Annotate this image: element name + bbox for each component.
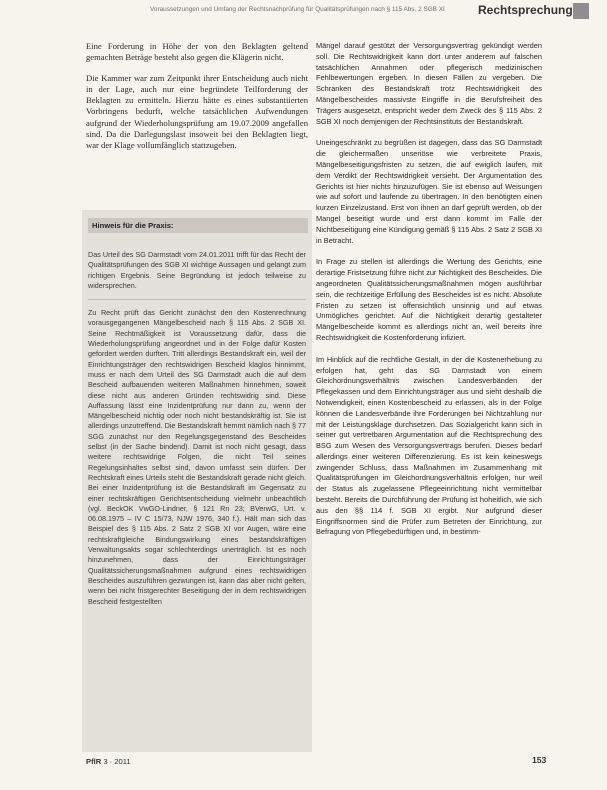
running-title: Voraussetzungen und Umfang der Rechtsnachprüfung für Qualitätsprüfungen nach § 115 Abs. 2 SGB XI [150,6,445,13]
practice-note-box [82,210,312,752]
section-label: Rechtsprechung [478,3,573,17]
divider [88,299,306,300]
journal-name: PflR [86,757,102,766]
paragraph: In Frage zu stellen ist allerdings die Wertung des Gerichts, eine derartige Fristsetzung führe nicht zur Nichtigkeit des Bescheides. Die angeordneten Qualitätssicherungsmaßnahmen mögen ausführbar sein, die rechtzeitige Erfüllung des Bescheides ist es nicht. Absolute Fristen zu setzen ist offensichtlich unsinnig und auf etwas Unmögliches gerichtet. Auf die Nichtigkeit derartig gestalteter Mängelbescheide kommt es allerdings nicht an, weil bereits ihre Rechtswidrigkeit die Kostenforderung infiziert. [316,257,542,342]
section-marker [573,3,589,19]
paragraph: Das Urteil des SG Darmstadt vom 24.01.2011 trifft für das Recht der Qualitätsprüfungen des SGB XI wichtige Aussagen und gelangt zum richtigen Ergebnis. Seine Begründung ist jedoch teilweise zu widersprechen. [88,250,306,290]
right-column [316,41,542,549]
left-column [86,41,308,161]
paragraph: Eine Forderung in Höhe der von den Beklagten geltend gemachten Beträge besteht also gegen die Klägerin nicht. [86,41,308,63]
practice-note-title: Hinweis für die Praxis: [88,218,308,233]
page-header [0,0,607,26]
page-number: 153 [532,755,547,765]
footer-left [86,757,131,766]
issue-number: 3 · 2011 [103,757,131,766]
paragraph: Uneingeschränkt zu begrüßen ist dagegen, dass das SG Darmstadt die gleichermaßen unseriöse wie verbreitete Praxis, Mängelbeseitigungsfristen zu setzen, die auf ewiglich laufen, mit dem Verdikt der Rechtswidrigkeit versieht. Der Argumentation des Gerichts ist hier nichts hinzuzufügen. Sie ist ebenso auf Weisungen wie auf sofort und laufende zu übertragen. In den benötigten einen kurzen Einzelzustand. Erst von ihnen an darf geprüft werden, ob der Mangel beseitigt wurde und erst dann kommt im Falle der Nichtbeseitigung eine Kündigung gemäß § 115 Abs. 2 Satz 2 SGB XI in Betracht. [316,138,542,245]
paragraph: Zu Recht prüft das Gericht zunächst den den Kostenrechnung vorausgegangenen Mängelbescheid nach § 115 Abs. 2 SGB XI. Seine Rechtmäßigkeit ist Voraussetzung dafür, dass die Wiederholungsprüfung angeordnet und in der Folge dafür Kosten gefordert werden durften. Tritt allerdings Bestandskraft ein, weil der Einrichtungsträger den rechtswidrigen Bescheid klaglos hinnimmt, muss er nach dem Urteil des SG Darmstadt auch die auf dem Bescheid aufbauenden weiteren Maßnahmen hinnehmen, soweit diese nicht aus anderen Gründen rechtswidrig sind. Diese Auffassung lässt eine Inzidentprüfung nur dann zu, wenn der Mängelbescheid nichtig oder noch nicht bestandskräftig ist. Sie ist allerdings unzutreffend. Die Bestandskraft hemmt nämlich nach § 77 SGG zunächst nur den Regelungsgegenstand des Bescheides selbst (in der Sache bindend). Damit ist noch nicht gesagt, dass weitere rechtswidrige Folgen, die nicht Teil seines Regelungsinhaltes selbst sind, davon umfasst sein dürfen. Der Rechtskraft eines Urteils steht die Bestandskraft gerade nicht gleich. Bei einer Inzidentprüfung ist die Bestandskraft im Gegensatz zu einer rechtskräftigen Gerichtsentscheidung vielmehr unbeachtlich (vgl. BeckOK VwGO-Lindner, § 121 Rn 23; BVerwG, Urt. v. 06.08.1975 – IV C 15/73, NJW 1976, 340 f.). Hält man sich das Beispiel des § 115 Abs. 2 Satz 2 SGB XI vor Augen, wäre eine rechtskraftgleiche Bindungswirkung eines bestandskräftigen Verwaltungsakts sogar schlechterdings unerträglich. Ist es noch hinzunehmen, dass der Einrichtungsträger Qualitätssicherungsmaßnahmen aufgrund eines rechtswidrigen Bescheides auszuführen gezwungen ist, kann das aber nicht gelten, wenn bei nicht fristgerechter Beseitigung der in dem rechtswidrigen Bescheid festgestellten [88,308,306,606]
paragraph: Im Hinblick auf die rechtliche Gestalt, in der die Kostenerhebung zu erfolgen hat, geht das SG Darmstadt von einem Gleichordnungsverhältnis zwischen Landesverbänden der Pflegekassen und dem Einrichtungsträger aus und sieht deshalb die Notwendigkeit, einen Kostenbescheid zu erlassen, als in der Folge können die Landesverbände ihre Forderungen bei Nichtzahlung nur mit der Leistungsklage durchsetzen. Das Sozialgericht kann sich in seiner gut vertretbaren Argumentation auf die Rechtsprechung des BSG zum Wesen des Versorgungsvertrags berufen. Dieses bedarf allerdings einer weiteren Differenzierung. Es ist kein keineswegs zwingender Schluss, dass Maßnahmen im Zusammenhang mit Qualitätsprüfungen im Gleichordnungsverhältnis erfolgen, nur weil der Status als zugelassene Pflegeeinrichtung nicht vermittelbar besteht. Bereits die Durchführung der Prüfung ist hoheitlich, wie sich aus den §§ 114 f. SGB XI ergibt. Nur aufgrund dieser Eingriffsnormen sind die Prüfer zum Betreten der Einrichtung, zur Befragung von Pflegebedürftigen und, in bestimm- [316,354,542,537]
paragraph: Die Kammer war zum Zeitpunkt ihrer Entscheidung auch nicht in der Lage, auch nur eine begründete Teilforderung der Beklagten zu ermitteln. Hierzu hätte es eines substantiierten Vorbringens bedurft, welche tatsächlichen Aufwendungen aufgrund der Wiederholungsprüfung am 19.07.2009 angefallen sind. Da die Darlegungslast insoweit bei den Beklagten liegt, war der Klage vollumfänglich stattzugeben. [86,73,308,150]
practice-note-content [88,250,306,615]
paragraph: Mängel darauf gestützt der Versorgungsvertrag gekündigt werden soll. Die Rechtswidrigkeit kann dort unter anderem auf falschen tatsächlichen Annahmen oder pflegerisch medizinischen Fehlbewertungen ergeben. In diesen Fällen zu vergeben. Die Schranken des Bestandskraft trotz Rechtswidrigkeit des Mängelbescheides massivste Eingriffe in die Berufsfreiheit des Trägers ausgesetzt, entspricht weder dem Zweck des § 115 Abs. 2 SGB XI noch demjenigen der Rechtsinstituts der Bestandskraft. [316,41,542,126]
